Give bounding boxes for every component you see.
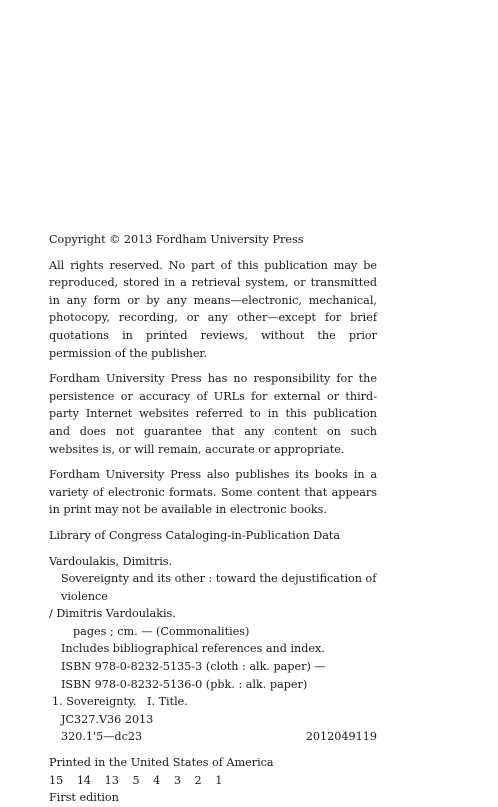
cip-subjects: 1. Sovereignty. I. Title.: [52, 695, 188, 709]
cip-block: [49, 553, 377, 747]
cip-isbn-pbk: ISBN 978-0-8232-5136-0 (pbk. : alk. paper): [61, 677, 308, 691]
cip-dewey-row: [49, 728, 377, 746]
cip-lc-class: JC327.V36 2013: [61, 712, 154, 726]
printed-in: Printed in the United States of America: [49, 756, 274, 770]
cip-dewey: 320.1'5—dc23: [61, 730, 143, 744]
cip-pages: pages ; cm. — (Commonalities): [73, 624, 250, 638]
print-number: 14: [76, 773, 92, 787]
cip-heading: Library of Congress Cataloging-in-Publication Data: [49, 528, 341, 542]
print-number: 5: [132, 773, 140, 787]
cip-title-line1: Sovereignty and its other : toward the dejustification of violence: [61, 572, 377, 603]
edition: First edition: [49, 791, 119, 805]
cip-notes: Includes bibliographical references and index.: [61, 642, 325, 656]
cip-title-line2: / Dimitris Vardoulakis.: [49, 607, 176, 621]
print-number: 4: [153, 773, 161, 787]
copyright-notice: Copyright © 2013 Fordham University Press: [49, 233, 304, 246]
copyright-page: [49, 231, 377, 807]
electronic-formats-paragraph: Fordham University Press also publishes its books in a variety of electronic formats. Some content that appears in print may not be available in electronic books.: [49, 468, 377, 517]
cip-lccn: 2012049119: [305, 730, 377, 744]
print-number: 2: [194, 773, 202, 787]
print-number: 15: [49, 773, 64, 787]
print-number: 3: [173, 773, 181, 787]
cip-author: Vardoulakis, Dimitris.: [49, 554, 173, 568]
print-number: 1: [215, 773, 223, 787]
print-number: 13: [104, 773, 119, 787]
cip-isbn-cloth: ISBN 978-0-8232-5135-3 (cloth : alk. paper) —: [61, 660, 326, 674]
url-disclaimer-paragraph: Fordham University Press has no responsibility for the persistence or accuracy of URLs for external or third-party Internet websites referred to in this publication and does not guarantee that any content on such websites is, or will remain, accurate or appropriate.: [49, 372, 377, 456]
rights-paragraph: All rights reserved. No part of this publication may be reproduced, stored in a retrieval system, or transmitted in any form or by any means—electronic, mechanical, photocopy, recording, or any other—except for brief quotations in printed reviews, without the prior permission of the publisher.: [49, 258, 377, 360]
